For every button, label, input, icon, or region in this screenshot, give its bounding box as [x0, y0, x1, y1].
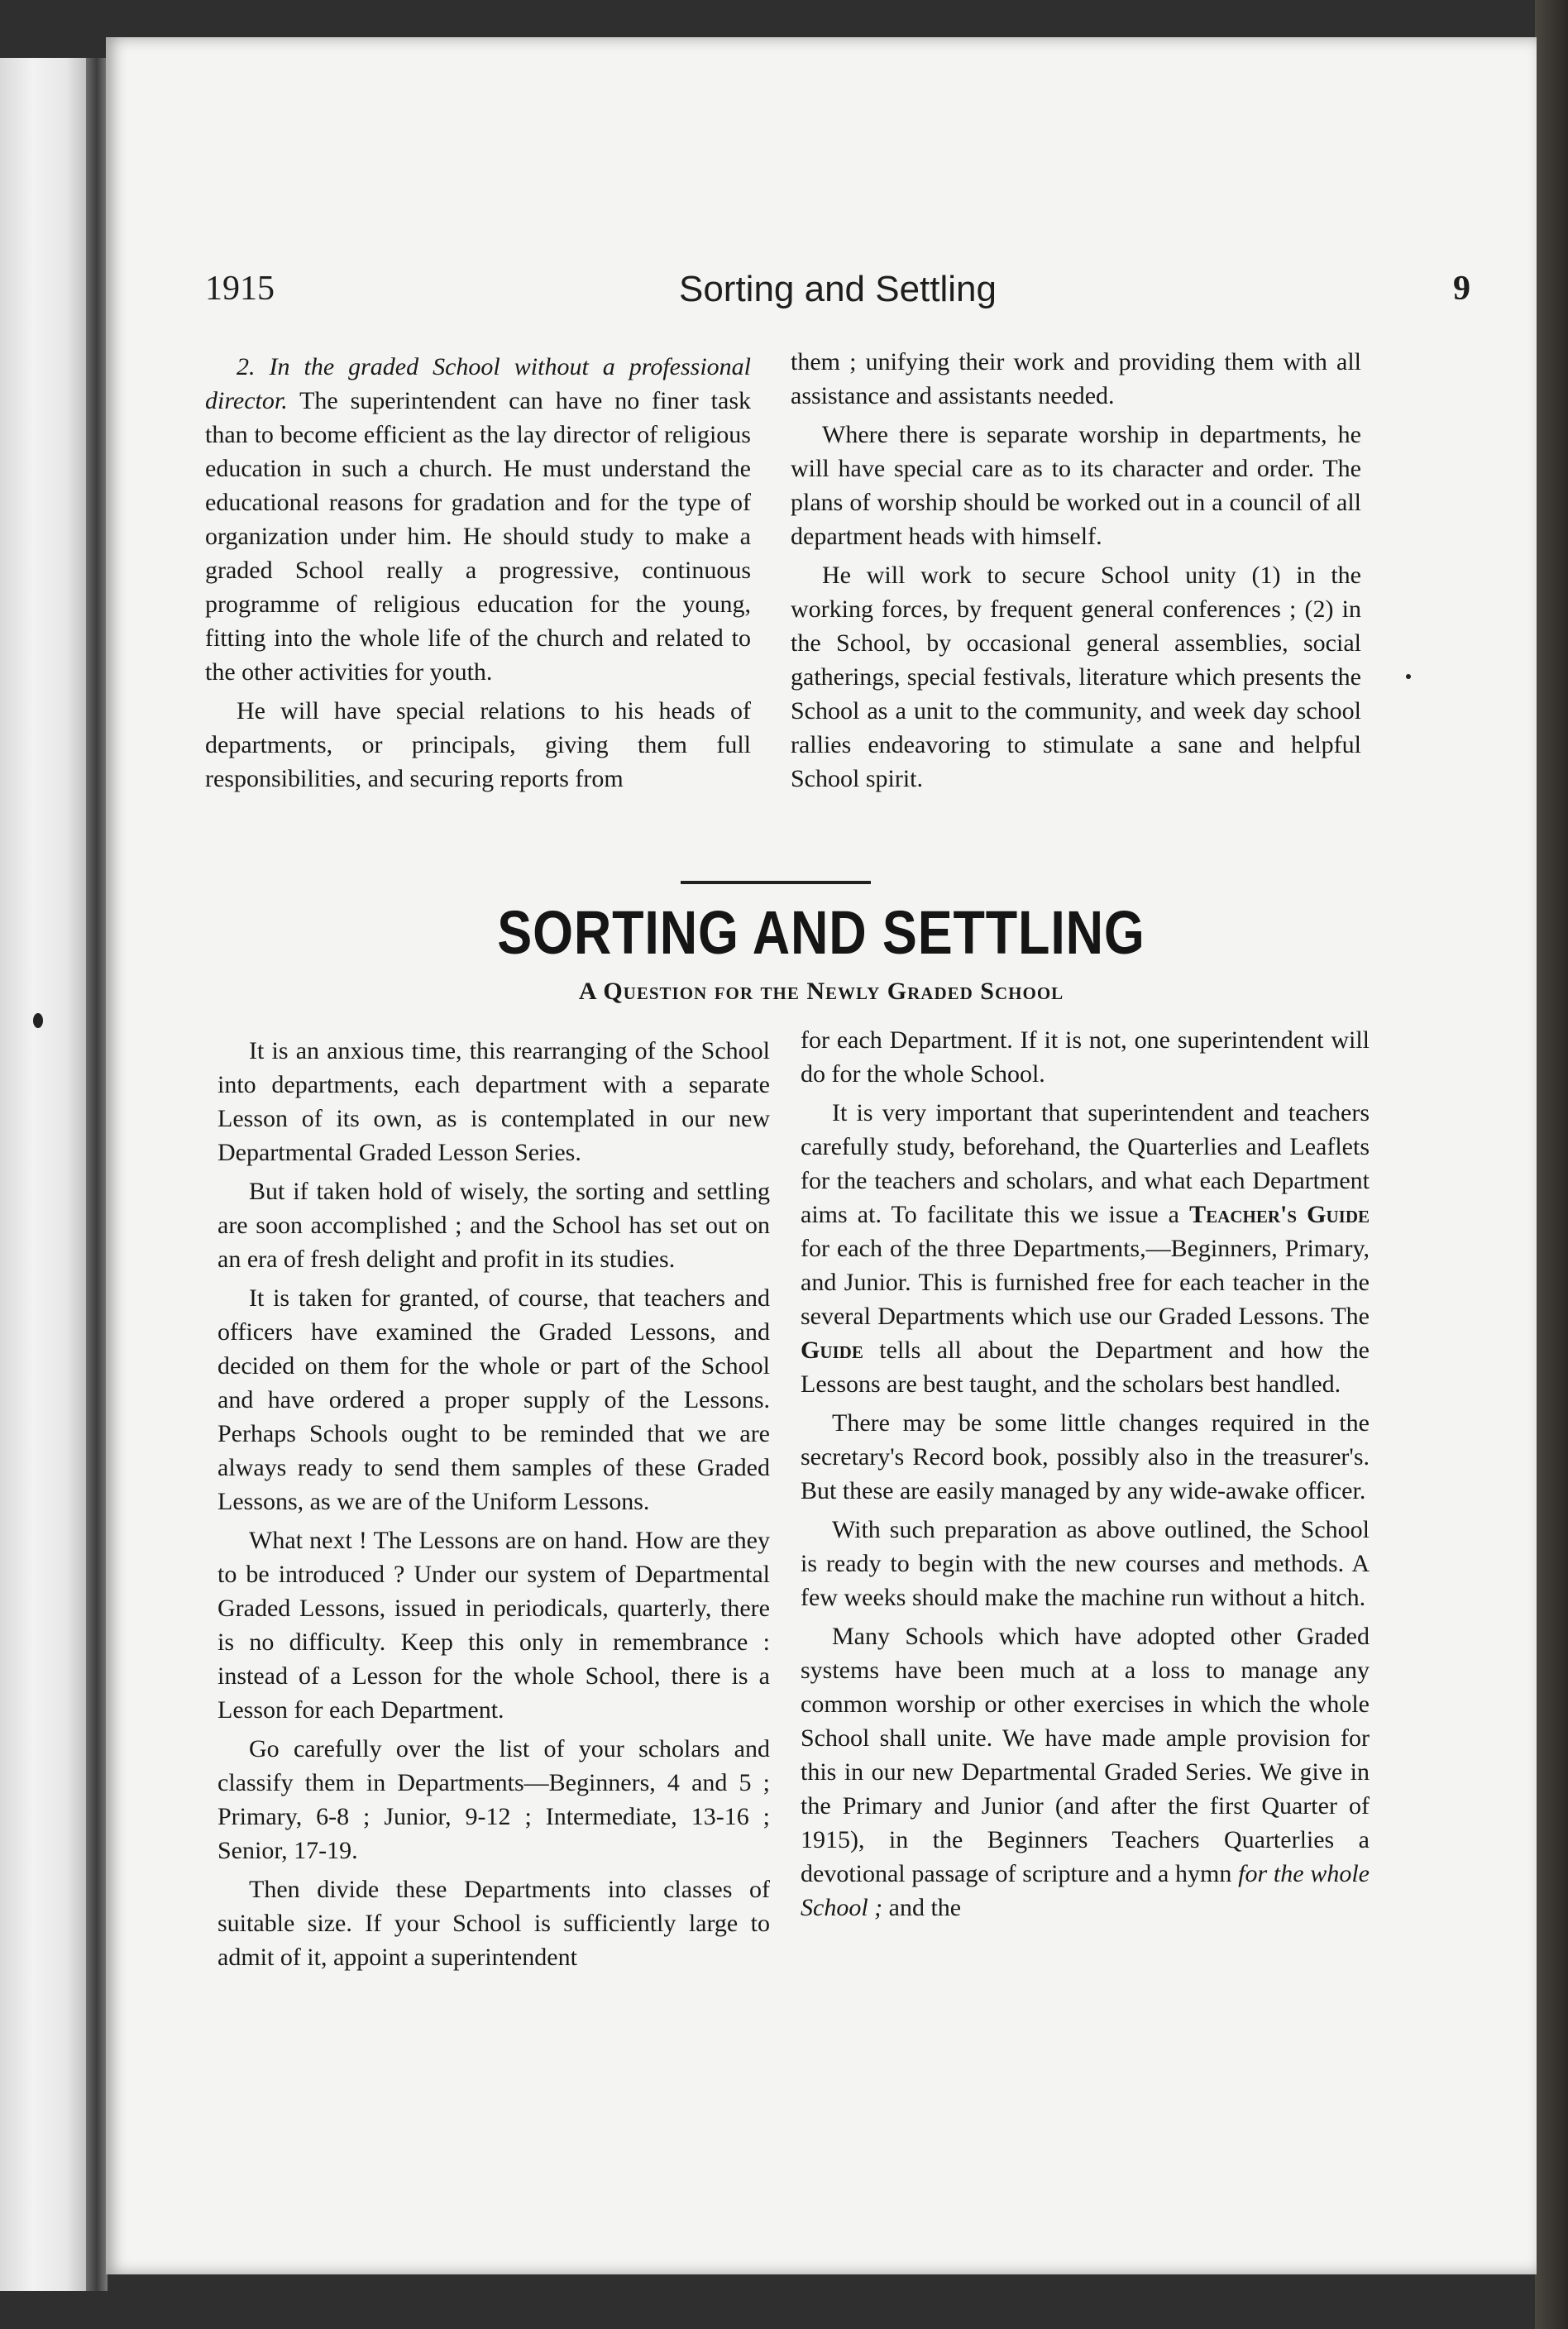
paragraph: It is taken for granted, of course, that teachers and officers have examined the Graded Lessons, and decided on them for the whole or part of the School and have ordered a proper supply of the Lessons. Perhaps Schools ought to be reminded that we are always ready to send them samples of these Graded Lessons, as we are of the Uniform Lessons.: [218, 1284, 770, 1515]
column-bottom-right: [801, 1023, 1370, 1930]
paragraph: He will have special relations to his heads of departments, or principals, giving them full responsibilities, and securing reports from: [205, 697, 751, 792]
paragraph: With such preparation as above outlined, the School is ready to begin with the new courses and methods. A few weeks should make the machine run without a hitch.: [801, 1516, 1370, 1611]
column-bottom-left: [218, 1034, 770, 1979]
header-year: 1915: [205, 270, 275, 308]
paragraph: [801, 1096, 1370, 1401]
header-title: Sorting and Settling: [678, 269, 997, 309]
paragraph: It is an anxious time, this rearranging of the School into departments, each department with a separate Lesson of its own, as is contemplated in our new Departmental Graded Lesson Series.: [218, 1037, 770, 1166]
paragraph: He will work to secure School unity (1) in the working forces, by frequent general conferences ; (2) in the School, by occasional general assemblies, social gatherings, special festivals, literature which presents the School as a unit to the community, and week day school rallies endeavoring to stimulate a sane and helpful School spirit.: [791, 562, 1361, 792]
column-top-left: [205, 350, 751, 801]
paragraph-text: The superintendent can have no finer task than to become efficient as the lay director of religious education in such a church. He must understand the educational reasons for gradation and for the type of organization under him. He should study to make a graded School really a progressive, continuous programme of religious education for the young, fitting into the whole life of the church and related to the other activities for youth.: [205, 387, 751, 686]
facing-page-edge: [0, 58, 91, 2291]
book-spine-shadow: [86, 58, 108, 2291]
paragraph-text: Many Schools which have adopted other Graded systems have been much at a loss to manage any common worship or other exercises in which the whole School shall unite. We have made ample provision for this in our new Departmental Graded Series. We give in the Primary and Junior (and after the first Quarter of 1915), in the Beginners Teachers Quarterlies a devotional passage of scripture and a hymn: [801, 1623, 1370, 1887]
paragraph: But if taken hold of wisely, the sorting and settling are soon accomplished ; and the School has set out on an era of fresh delight and profit in its studies.: [218, 1178, 770, 1273]
italic-lead: 2. In the graded School without a professional director.: [205, 353, 751, 414]
page-number: 9: [1453, 270, 1470, 308]
paragraph: for each Department. If it is not, one superintendent will do for the whole School.: [801, 1026, 1370, 1088]
teachers-guide-term: Teacher's Guide: [1189, 1201, 1370, 1228]
paragraph: Then divide these Departments into classes of suitable size. If your School is sufficiently large to admit of it, appoint a superintendent: [218, 1876, 770, 1971]
ink-speck: [33, 1013, 43, 1028]
article-subtitle: A Question for the Newly Graded School: [578, 978, 1064, 1005]
paragraph-text: and the: [882, 1894, 962, 1921]
ink-speck: [1406, 674, 1411, 679]
paragraph: There may be some little changes required in the secretary's Record book, possibly also in the treasurer's. But these are easily managed by any wide-awake officer.: [801, 1409, 1370, 1504]
paragraph: What next ! The Lessons are on hand. How are they to be introduced ? Under our system of Departmental Graded Lessons, issued in periodicals, quarterly, there is no difficulty. Keep this only in remembrance : instead of a Lesson for the whole School, there is a Lesson for each Department.: [218, 1527, 770, 1724]
italic-phrase: for the whole School ;: [801, 1860, 1370, 1921]
article-title: SORTING AND SETTLING: [497, 898, 1145, 967]
paragraph-text: for each of the three Departments,—Beginners, Primary, and Junior. This is furnished free for each teacher in the several Departments which use our Graded Lessons. The: [801, 1235, 1370, 1330]
paragraph: Where there is separate worship in departments, he will have special care as to its character and order. The plans of worship should be worked out in a council of all department heads with himself.: [791, 421, 1361, 550]
paragraph: [205, 350, 751, 689]
running-header: [205, 269, 1470, 318]
guide-term: Guide: [801, 1337, 863, 1364]
paragraph-text: tells all about the Department and how the Lessons are best taught, and the scholars best handled.: [801, 1337, 1370, 1398]
paragraph-text: It is very important that superintendent and teachers carefully study, beforehand, the Quarterlies and Leaflets for the teachers and scholars, and what each Department aims at. To facilitate this we issue a: [801, 1099, 1370, 1228]
book-page: [106, 37, 1537, 2274]
paragraph: them ; unifying their work and providing them with all assistance and assistants needed.: [791, 348, 1361, 409]
right-scan-edge: [1535, 0, 1568, 2329]
column-top-right: [791, 345, 1361, 801]
paragraph: Go carefully over the list of your scholars and classify them in Departments—Beginners, 4 and 5 ; Primary, 6-8 ; Junior, 9-12 ; Intermediate, 13-16 ; Senior, 17-19.: [218, 1735, 770, 1864]
section-divider: [681, 881, 871, 884]
paragraph: [801, 1619, 1370, 1925]
